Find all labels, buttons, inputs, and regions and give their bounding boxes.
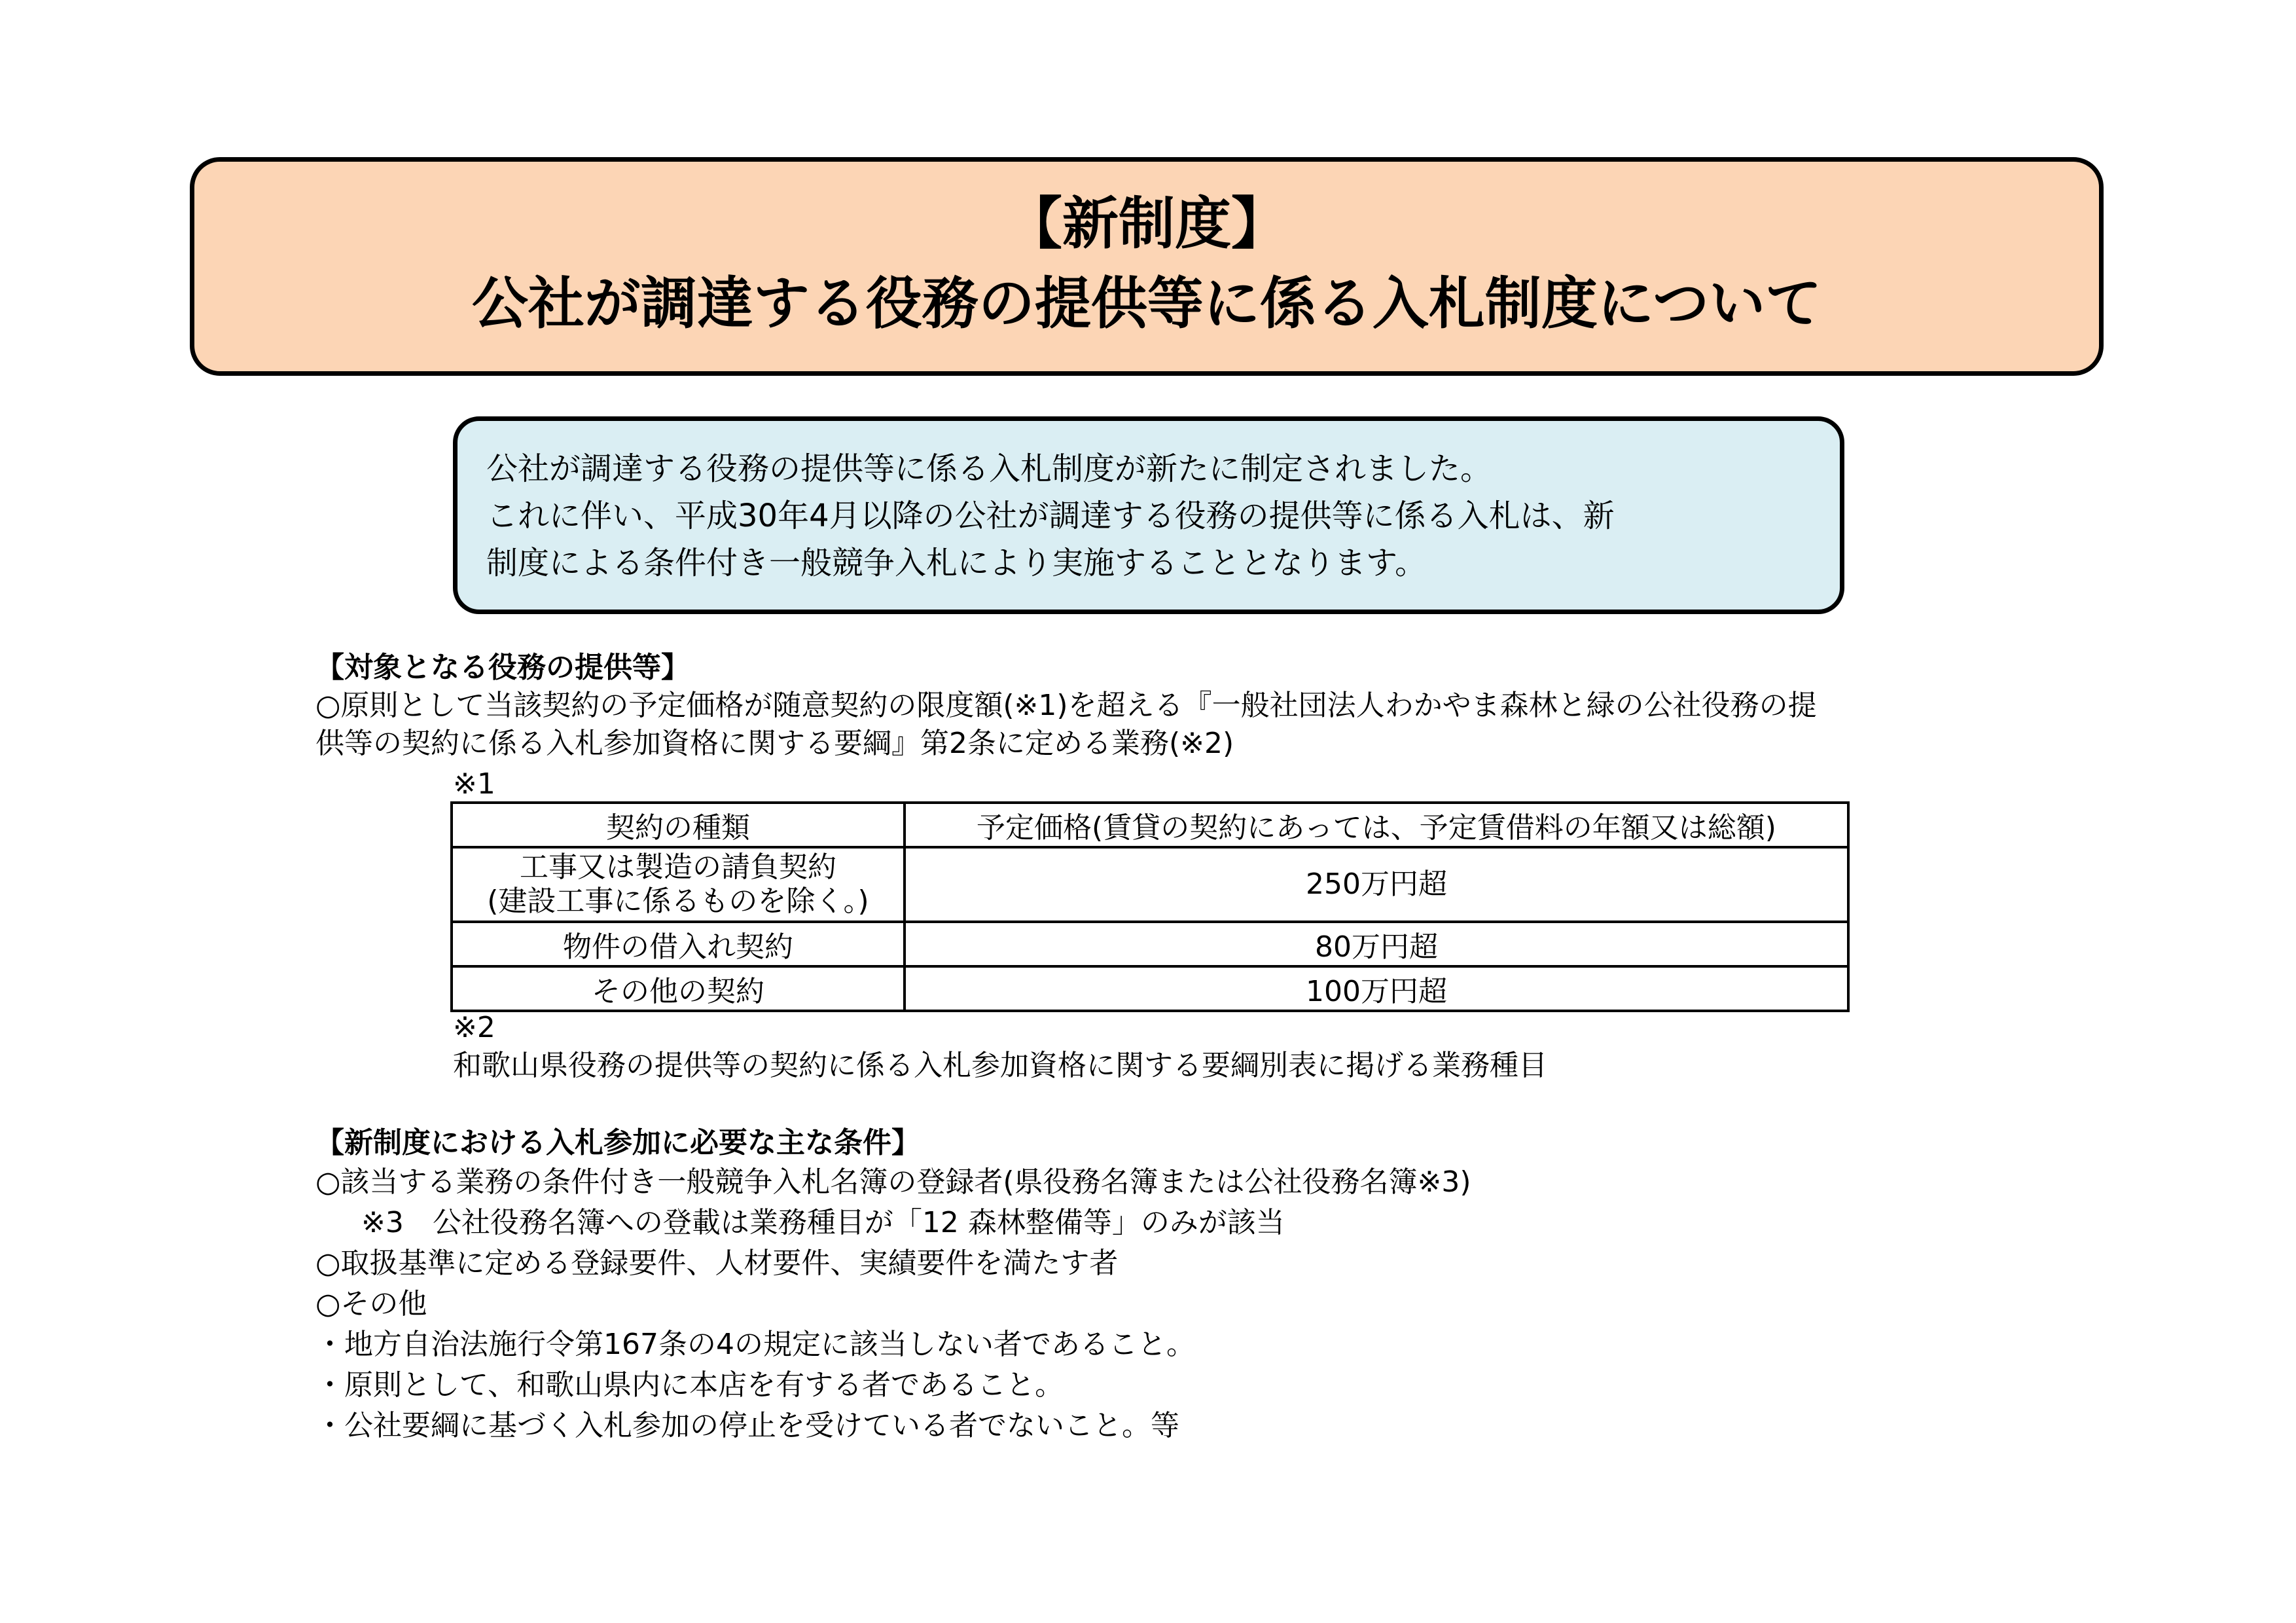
- note2-label: ※2: [453, 1011, 495, 1044]
- table-row: [452, 966, 1848, 1011]
- price-cell: 80万円超: [905, 922, 1848, 966]
- price-cell: 250万円超: [905, 847, 1848, 922]
- page-title: 公社が調達する役務の提供等に係る入札制度について: [471, 271, 1822, 337]
- col-header-estimated-price: 予定価格(賃貸の契約にあっては、予定賃借料の年額又は総額): [905, 803, 1848, 847]
- condition-line-1: ○該当する業務の条件付き一般競争入札名簿の登録者(県役務名簿または公社役務名簿※3): [315, 1165, 1471, 1199]
- condition-line-3: ○その他: [315, 1287, 427, 1321]
- condition-bullet-2: ・原則として、和歌山県内に本店を有する者であること。: [315, 1368, 1064, 1402]
- intro-box: [453, 416, 1844, 614]
- contract-type-cell: その他の契約: [452, 966, 905, 1011]
- conditions-section-heading: 【新制度における入札参加に必要な主な条件】: [315, 1126, 920, 1159]
- contract-type-cell: [452, 847, 905, 922]
- condition-bullet-1: ・地方自治法施行令第167条の4の規定に該当しない者であること。: [315, 1328, 1195, 1361]
- table-header-row: [452, 803, 1848, 847]
- intro-line-1: 公社が調達する役務の提供等に係る入札制度が新たに制定されました。: [486, 450, 1492, 487]
- target-section-heading: 【対象となる役務の提供等】: [315, 651, 690, 684]
- contract-type-cell: 物件の借入れ契約: [452, 922, 905, 966]
- contract-type-line-1: 工事又は製造の請負契約: [520, 850, 836, 884]
- condition-bullet-3: ・公社要綱に基づく入札参加の停止を受けている者でないこと。等: [315, 1409, 1179, 1442]
- target-body-line-1: ○原則として当該契約の予定価格が随意契約の限度額(※1)を超える『一般社団法人わかやま森林と緑の公社役務の提: [315, 689, 1817, 722]
- title-new-system: 【新制度】: [1006, 191, 1287, 257]
- table-row: [452, 847, 1848, 922]
- intro-line-3: 制度による条件付き一般競争入札により実施することとなります。: [486, 545, 1427, 581]
- price-cell: 100万円超: [905, 966, 1848, 1011]
- contract-limits-table: [450, 801, 1850, 1012]
- intro-line-2: これに伴い、平成30年4月以降の公社が調達する役務の提供等に係る入札は、新: [486, 498, 1615, 534]
- note2-text: 和歌山県役務の提供等の契約に係る入札参加資格に関する要綱別表に掲げる業務種目: [453, 1049, 1547, 1082]
- condition-line-2: ○取扱基準に定める登録要件、人材要件、実績要件を満たす者: [315, 1247, 1119, 1280]
- condition-note-3: ※3 公社役務名簿への登載は業務種目が「12 森林整備等」のみが該当: [361, 1206, 1285, 1239]
- col-header-contract-type: 契約の種類: [452, 803, 905, 847]
- title-box: [190, 157, 2104, 376]
- target-body-line-2: 供等の契約に係る入札参加資格に関する要綱』第2条に定める業務(※2): [315, 727, 1234, 760]
- table-row: [452, 922, 1848, 966]
- note1-label: ※1: [453, 767, 495, 801]
- contract-type-line-2: (建設工事に係るものを除く。): [487, 884, 869, 918]
